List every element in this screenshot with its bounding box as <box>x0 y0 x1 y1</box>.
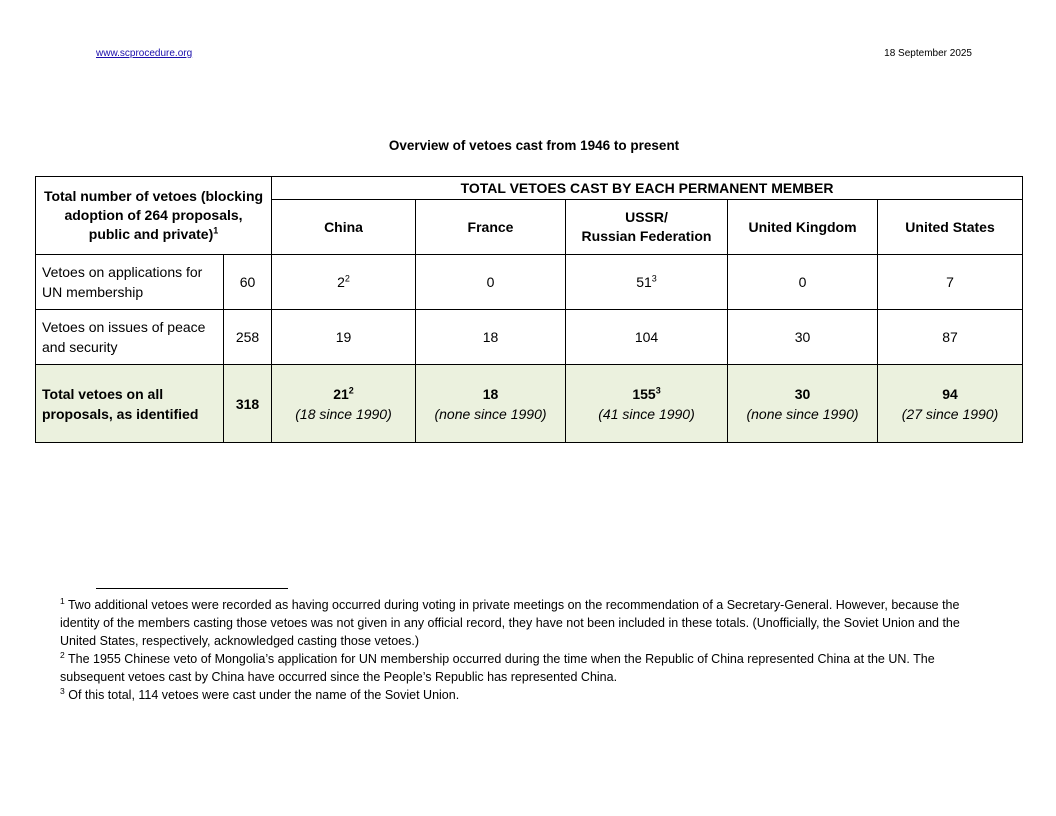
total-vetoes-header <box>36 177 272 255</box>
column-header-china: China <box>272 200 416 255</box>
cell-russia: $51^3$ <box>566 255 728 310</box>
cell-france: 18 (none since 1990) <box>416 365 566 443</box>
column-header-us: United States <box>878 200 1023 255</box>
cell-france: 0 <box>416 255 566 310</box>
cell-china: $2^2$ <box>272 255 416 310</box>
table-row-membership <box>36 255 1023 310</box>
footnote-3: $^3$ Of this total, 114 vetoes were cast under the name of the Soviet Union. <box>60 685 460 702</box>
footnote-ref: 2 <box>344 273 350 284</box>
permanent-member-header: TOTAL VETOES CAST BY EACH PERMANENT MEMBER <box>272 177 1023 200</box>
footnote-ref: 3 <box>651 273 657 284</box>
footnote-ref: 2 <box>348 384 354 395</box>
cell-russia: $155^3$ (41 since 1990) <box>566 365 728 443</box>
footnotes <box>60 596 980 704</box>
column-header-russia <box>566 200 728 255</box>
cell-france: 18 <box>416 310 566 365</box>
footnote-2: $^2$ The 1955 Chinese veto of Mongolia’s application for UN membership occurred during the time when the Republic of China represented China at the UN. The subsequent vetoes cast by China have occurred since the People’s Republic has represented China. <box>60 649 935 684</box>
cell-us: 94 (27 since 1990) <box>878 365 1023 443</box>
table-row-totals <box>36 365 1023 443</box>
row-label: Vetoes on applications for UN membership <box>36 255 224 310</box>
cell-us: 87 <box>878 310 1023 365</box>
site-link[interactable]: www.scprocedure.org <box>96 48 193 59</box>
cell-us: 7 <box>878 255 1023 310</box>
cell-uk: 30 (none since 1990) <box>728 365 878 443</box>
cell-russia: 104 <box>566 310 728 365</box>
table-row-peace-security <box>36 310 1023 365</box>
column-header-russia-line2: Russian Federation <box>581 228 712 244</box>
document-date: 18 September 2025 <box>884 48 972 59</box>
total-vetoes-header-text: Total number of vetoes (blocking adoption of 264 proposals, public and private) <box>43 188 264 242</box>
footnote-ref: 1 <box>213 225 219 236</box>
row-total: 60 <box>224 255 272 310</box>
row-total: 258 <box>224 310 272 365</box>
footnote-ref: 3 <box>655 384 661 395</box>
row-label: Total vetoes on all proposals, as identified <box>36 365 224 443</box>
footnote-1: $^1$ Two additional vetoes were recorded as having occurred during voting in private meetings on the recommendation of a Secretary-General. However, because the identity of the members casting those vetoes was not given in any official record, they have not been included in these totals. (Unofficially, the Soviet Union and the United States, respectively, acknowledged casting those vetoes.) <box>60 595 960 648</box>
cell-china: 19 <box>272 310 416 365</box>
column-header-france: France <box>416 200 566 255</box>
row-label: Vetoes on issues of peace and security <box>36 310 224 365</box>
vetoes-table <box>35 176 1023 443</box>
cell-uk: 30 <box>728 310 878 365</box>
cell-uk: 0 <box>728 255 878 310</box>
cell-china: $21^2$ (18 since 1990) <box>272 365 416 443</box>
column-header-uk: United Kingdom <box>728 200 878 255</box>
column-header-russia-line1: USSR/ <box>625 209 668 225</box>
row-total: 318 <box>224 365 272 443</box>
footnote-divider <box>96 588 288 589</box>
page-title: Overview of vetoes cast from 1946 to present <box>388 138 680 153</box>
